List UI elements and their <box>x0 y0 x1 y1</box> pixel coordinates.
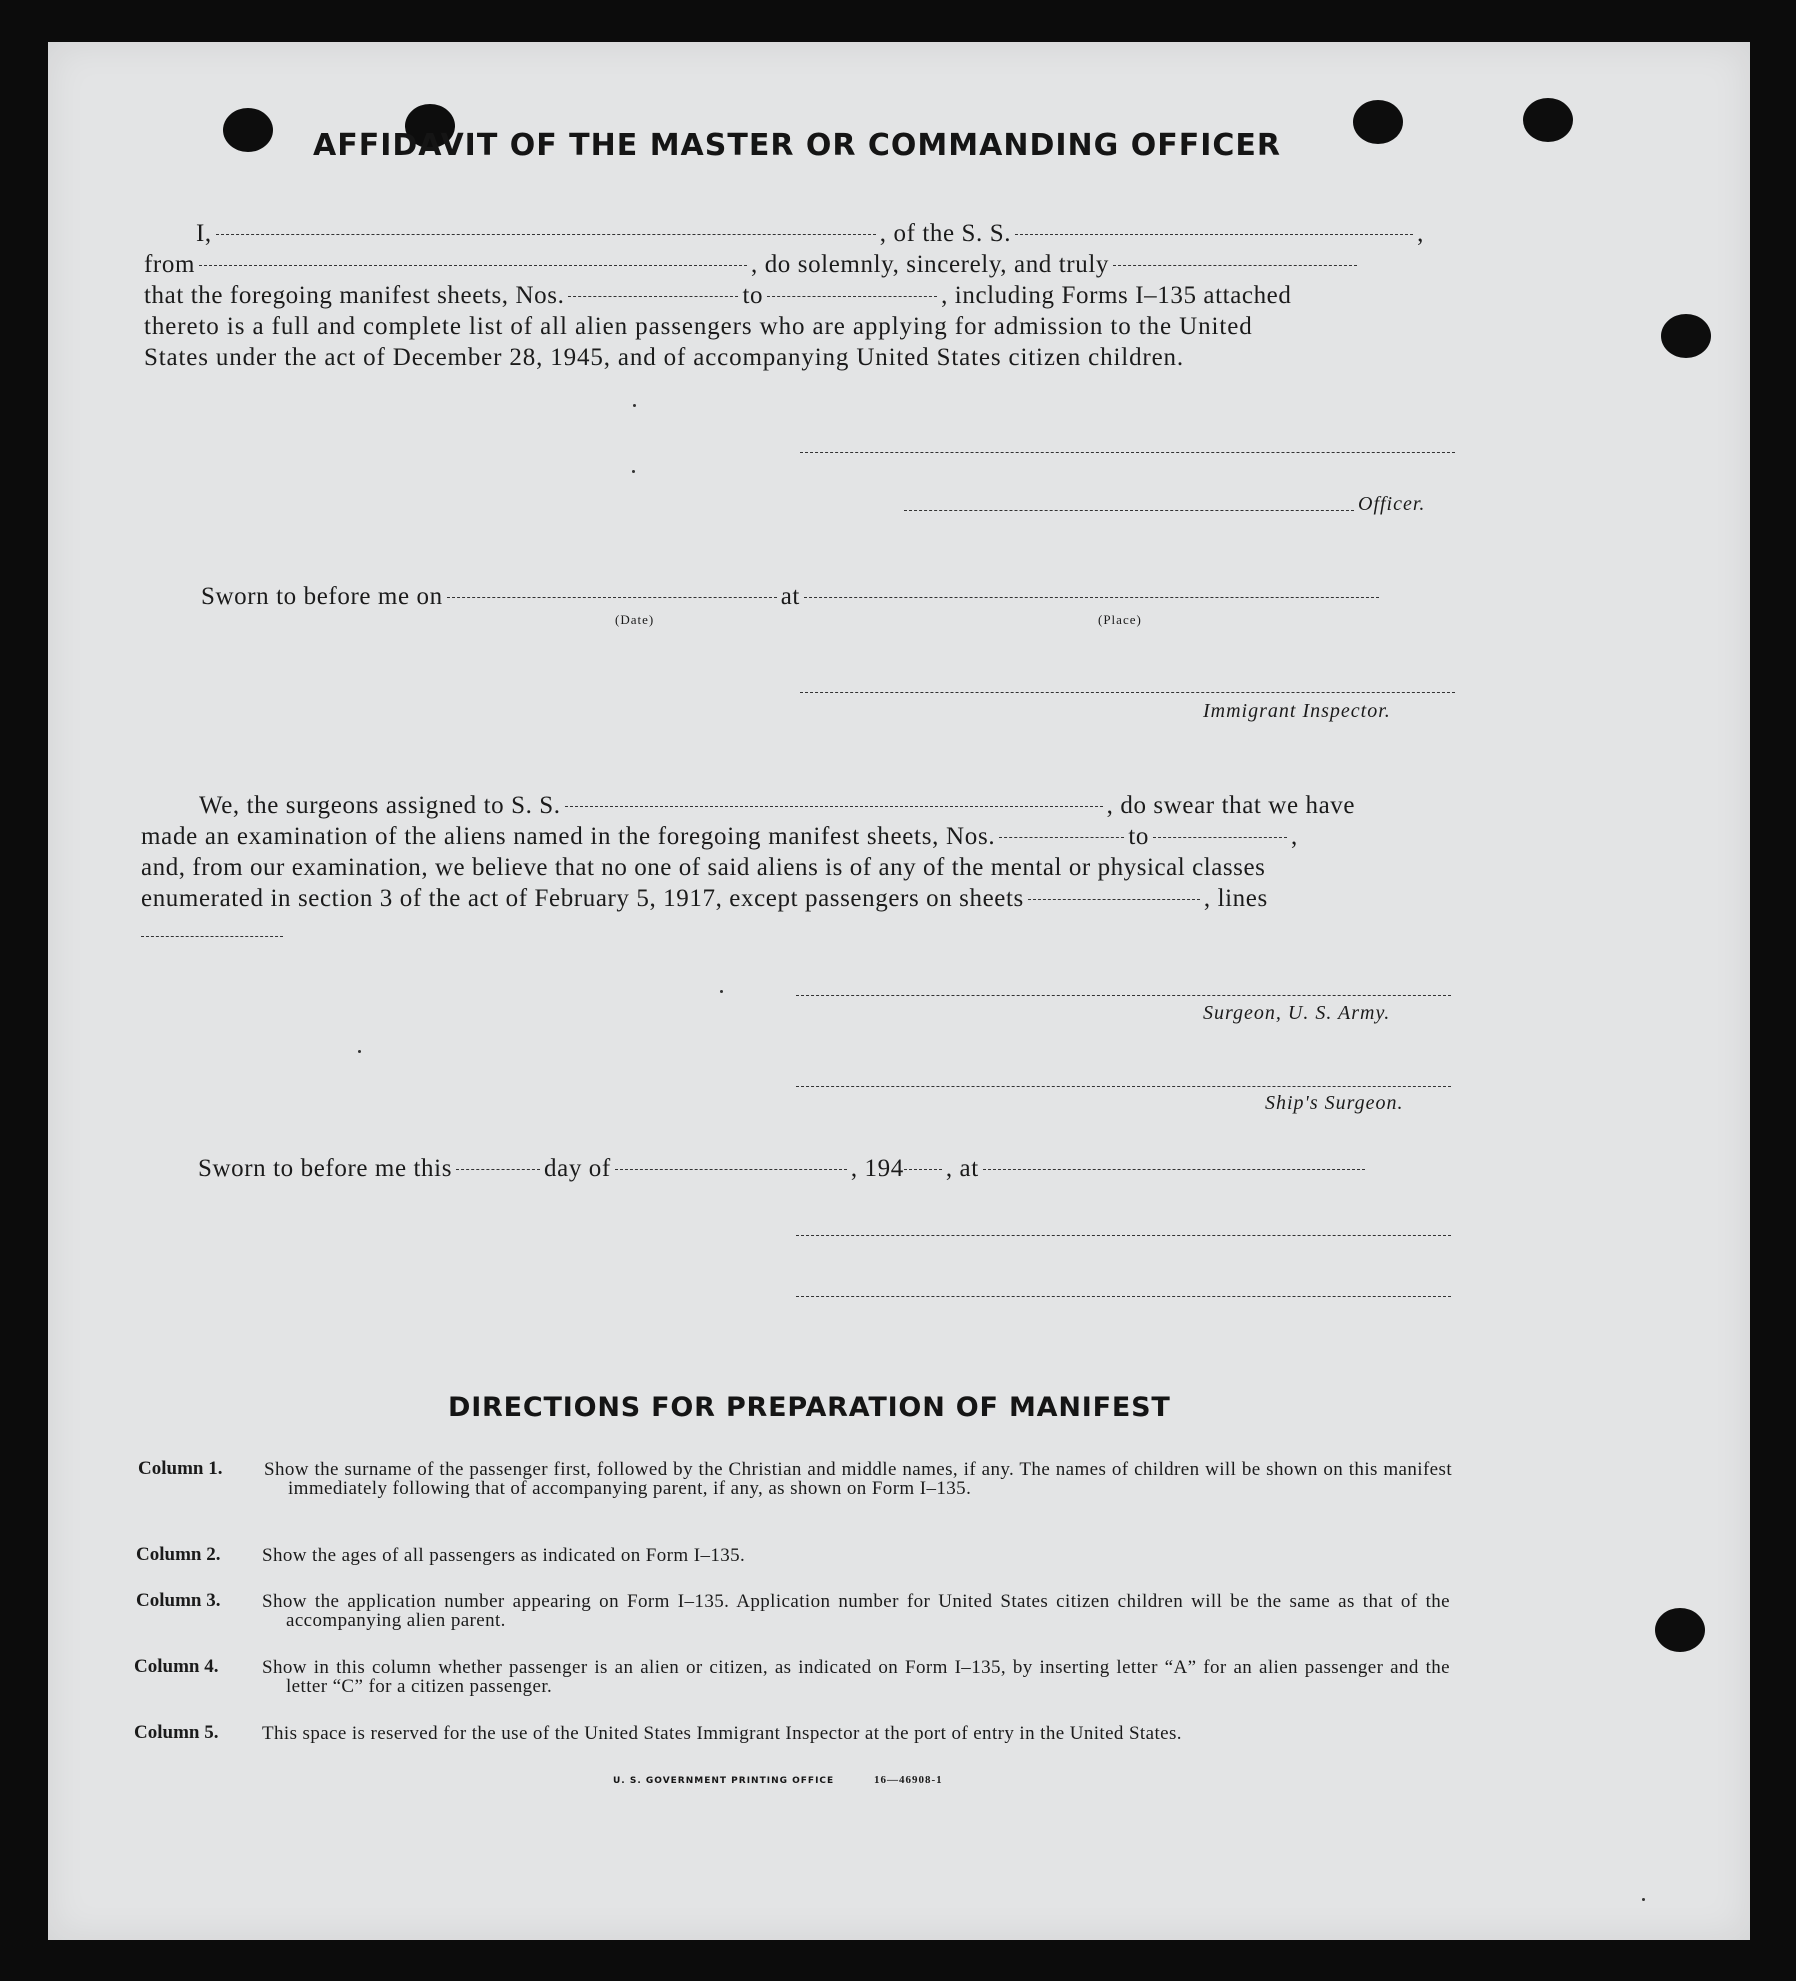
directions-text-1: Show the surname of the passenger first, followed by the Christian and middle names, if any. The names of children will be shown on this manifest immediately following that of accompanying parent, if any, as shown on Form I–135. <box>264 1459 1452 1499</box>
date-caption: (Date) <box>615 612 655 627</box>
name-blank[interactable] <box>216 234 876 235</box>
affidavit-line-4 <box>144 313 1253 341</box>
punch-hole <box>1655 1608 1705 1652</box>
except-sheets-blank[interactable] <box>1028 899 1200 900</box>
place-blank[interactable] <box>804 597 1379 598</box>
sworn-place-blank[interactable] <box>983 1169 1365 1170</box>
year-blank[interactable] <box>904 1169 942 1170</box>
text: , at <box>945 1155 979 1182</box>
text: day of <box>544 1155 611 1182</box>
sheets-to-blank[interactable] <box>767 296 937 297</box>
text: I, <box>196 220 212 247</box>
directions-label-4: Column 4. <box>134 1656 219 1677</box>
surgeons-line-1 <box>199 792 1355 820</box>
army-surgeon-label: Surgeon, U. S. Army. <box>1203 1002 1391 1024</box>
inspector-signature-line-2[interactable] <box>796 1235 1451 1236</box>
affidavit-line-1 <box>196 220 1424 248</box>
text: and, from our examination, we believe that no one of said aliens is of any of the mental or physical classes <box>141 854 1266 881</box>
officer-signature-line[interactable] <box>800 452 1455 453</box>
punch-hole <box>223 108 273 152</box>
oath-blank[interactable] <box>1113 265 1357 266</box>
text: Sworn to before me this <box>198 1155 453 1182</box>
officer-title-line[interactable] <box>904 510 1354 511</box>
text: to <box>1128 823 1150 850</box>
punch-hole <box>1353 100 1403 144</box>
army-surgeon-signature-line[interactable] <box>796 995 1451 996</box>
affidavit-line-5 <box>144 344 1184 372</box>
inspector-title-line-2[interactable] <box>796 1296 1451 1297</box>
punch-hole <box>1523 98 1573 142</box>
directions-text-4: Show in this column whether passenger is an alien or citizen, as indicated on Form I–135, by inserting letter “A” for an alien passenger and the letter “C” for a citizen passenger. <box>262 1657 1450 1697</box>
directions-label-5: Column 5. <box>134 1722 219 1743</box>
inspector-label: Immigrant Inspector. <box>1203 700 1391 722</box>
ship-surgeon-label: Ship's Surgeon. <box>1265 1092 1404 1114</box>
printer-imprint: U. S. GOVERNMENT PRINTING OFFICE <box>613 1776 835 1786</box>
form-code: 16—46908-1 <box>874 1774 943 1786</box>
surgeon-sheets-from-blank[interactable] <box>999 837 1124 838</box>
sworn-line-1 <box>201 583 1383 611</box>
punch-hole <box>1661 314 1711 358</box>
text: from <box>144 251 195 278</box>
day-blank[interactable] <box>456 1169 540 1170</box>
text: enumerated in section 3 of the act of February 5, 1917, except passengers on sheets <box>141 885 1024 912</box>
speck <box>358 1050 361 1053</box>
text: , do swear that we have <box>1106 792 1356 819</box>
sheets-from-blank[interactable] <box>568 296 738 297</box>
text: We, the surgeons assigned to S. S. <box>199 792 561 819</box>
surgeons-line-4 <box>141 885 1268 913</box>
affidavit-line-3 <box>144 282 1291 310</box>
text: , 194 <box>850 1155 904 1182</box>
sworn-line-2 <box>198 1155 1369 1183</box>
place-caption: (Place) <box>1098 612 1142 627</box>
text: , including Forms I–135 attached <box>941 282 1292 309</box>
text: , do solemnly, sincerely, and truly <box>751 251 1109 278</box>
lines-blank[interactable] <box>141 936 283 937</box>
ship-blank[interactable] <box>1015 234 1413 235</box>
text: to <box>742 282 764 309</box>
text: , lines <box>1203 885 1268 912</box>
text: States under the act of December 28, 1945, and of accompanying United States citizen children. <box>144 344 1184 371</box>
surgeons-line-2 <box>141 823 1298 851</box>
text: , <box>1291 823 1298 850</box>
text: made an examination of the aliens named in the foregoing manifest sheets, Nos. <box>141 823 996 850</box>
directions-text-3: Show the application number appearing on Form I–135. Application number for United States citizen children will be the same as that of the accompanying alien parent. <box>262 1591 1450 1631</box>
month-blank[interactable] <box>615 1169 847 1170</box>
text: Sworn to before me on <box>201 583 443 610</box>
speck <box>1642 1898 1645 1901</box>
speck <box>633 404 636 407</box>
surgeon-sheets-to-blank[interactable] <box>1153 837 1287 838</box>
text: at <box>780 583 800 610</box>
inspector-signature-line[interactable] <box>800 692 1455 693</box>
officer-label: Officer. <box>1358 493 1426 515</box>
directions-text-2: Show the ages of all passengers as indicated on Form I–135. <box>262 1545 746 1566</box>
directions-text-5: This space is reserved for the use of the United States Immigrant Inspector at the port of entry in the United States. <box>262 1723 1182 1744</box>
directions-title: DIRECTIONS FOR PREPARATION OF MANIFEST <box>448 1392 1171 1423</box>
affidavit-title: AFFIDAVIT OF THE MASTER OR COMMANDING OFFICER <box>313 128 1281 163</box>
surgeon-ship-blank[interactable] <box>565 806 1103 807</box>
form-page <box>48 42 1750 1940</box>
directions-label-1: Column 1. <box>138 1458 223 1479</box>
directions-label-2: Column 2. <box>136 1544 221 1565</box>
speck <box>632 470 635 473</box>
affidavit-line-2 <box>144 251 1361 279</box>
text: , of the S. S. <box>879 220 1012 247</box>
from-blank[interactable] <box>199 265 747 266</box>
surgeons-line-3 <box>141 854 1265 882</box>
speck <box>720 990 723 993</box>
date-blank[interactable] <box>447 597 777 598</box>
text: that the foregoing manifest sheets, Nos. <box>144 282 565 309</box>
ship-surgeon-signature-line[interactable] <box>796 1086 1451 1087</box>
text: , <box>1417 220 1424 247</box>
text: thereto is a full and complete list of all alien passengers who are applying for admission to the United <box>144 313 1253 340</box>
directions-label-3: Column 3. <box>136 1590 221 1611</box>
